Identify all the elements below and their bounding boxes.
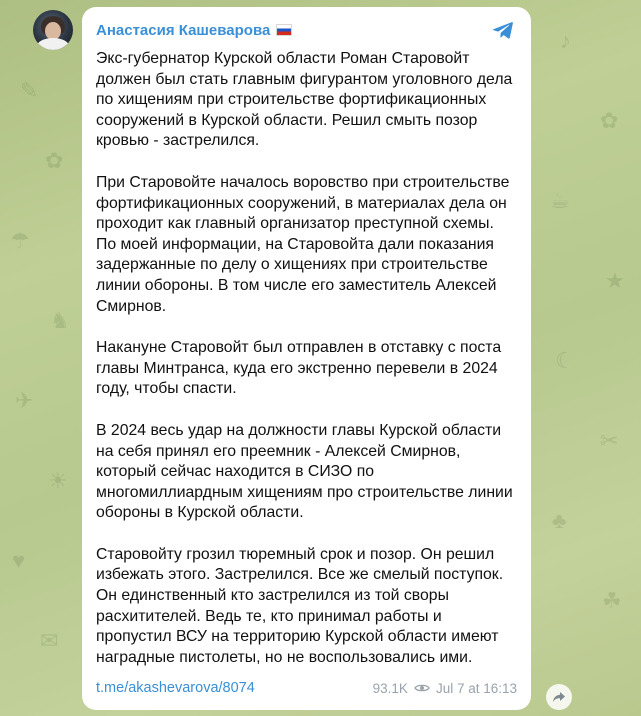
doodle-icon: ✉ (40, 628, 59, 653)
author[interactable] (96, 22, 292, 39)
doodle-icon: ♞ (50, 308, 70, 333)
doodle-icon: ✈ (15, 388, 34, 413)
avatar-shoulders (37, 38, 69, 50)
doodle-icon: ♪ (560, 28, 571, 53)
doodle-icon: ☾ (555, 348, 575, 373)
message-paragraph: В 2024 весь удар на должности главы Курской области на себя принял его преемник - Алексей Смирнов, который сейчас находится в СИЗО по многомиллиардным хищениям про строительстве линии обороны в Курской области. (96, 421, 513, 522)
view-count: 93.1K (372, 680, 408, 696)
doodle-icon: ✿ (600, 108, 619, 133)
share-button[interactable] (546, 684, 572, 710)
timestamp: Jul 7 at 16:13 (435, 680, 517, 696)
doodle-icon: ♥ (12, 548, 26, 573)
doodle-icon: ♣ (552, 508, 567, 533)
telegram-icon[interactable] (491, 18, 515, 42)
post-link[interactable]: t.me/akashevarova/8074 (96, 680, 255, 696)
doodle-icon: ☀ (48, 468, 68, 493)
doodle-icon: ★ (605, 268, 625, 293)
message-paragraph: Накануне Старовойт был отправлен в отставку с поста главы Минтранса, куда его экстренно перевели в 2024 году, чтобы спасти. (96, 339, 502, 398)
avatar[interactable] (33, 10, 73, 50)
share-icon (552, 690, 566, 704)
message-text (96, 49, 517, 668)
message-footer (96, 680, 517, 696)
doodle-icon: ✂ (600, 428, 619, 453)
doodle-icon: ☘ (602, 588, 622, 613)
message-paragraph: При Старовойте началось воровство при строительстве фортификационных сооружений, в материалах дела он проходит как главный организатор преступной схемы. По моей информации, на Старовойта дали показания задержанные по делу о хищениях при строительстве линии обороны. В том числе его заместитель Алексей Смирнов. (96, 173, 510, 315)
message-meta (373, 681, 517, 696)
doodle-icon: ✎ (20, 78, 39, 103)
doodle-icon: ☕ (550, 188, 570, 213)
russia-flag-icon (276, 24, 292, 36)
doodle-icon: ☂ (10, 228, 30, 253)
doodle-icon: ✿ (45, 148, 64, 173)
message-paragraph: Экс-губернатор Курской области Роман Старовойт должен был стать главным фигурантом уголовного дела по хищениям при строительстве фортификационных сооружений в Курской области. Решил смыть позор кровью - застрелился. (96, 50, 513, 150)
author-name[interactable]: Анастасия Кашеварова (96, 21, 271, 39)
eye-icon (414, 683, 430, 693)
message-bubble (82, 7, 531, 710)
message-header (96, 17, 517, 43)
message-paragraph: Старовойту грозил тюремный срок и позор. Он решил избежать этого. Застрелился. Все же смелый поступок. Он единственный кто застрелился из той своры расхитителей. Ведь те, кто принимал работы и пропустил ВСУ на территорию Курской области имеют наградные пистолеты, но не воспользовались ими. (96, 545, 504, 666)
